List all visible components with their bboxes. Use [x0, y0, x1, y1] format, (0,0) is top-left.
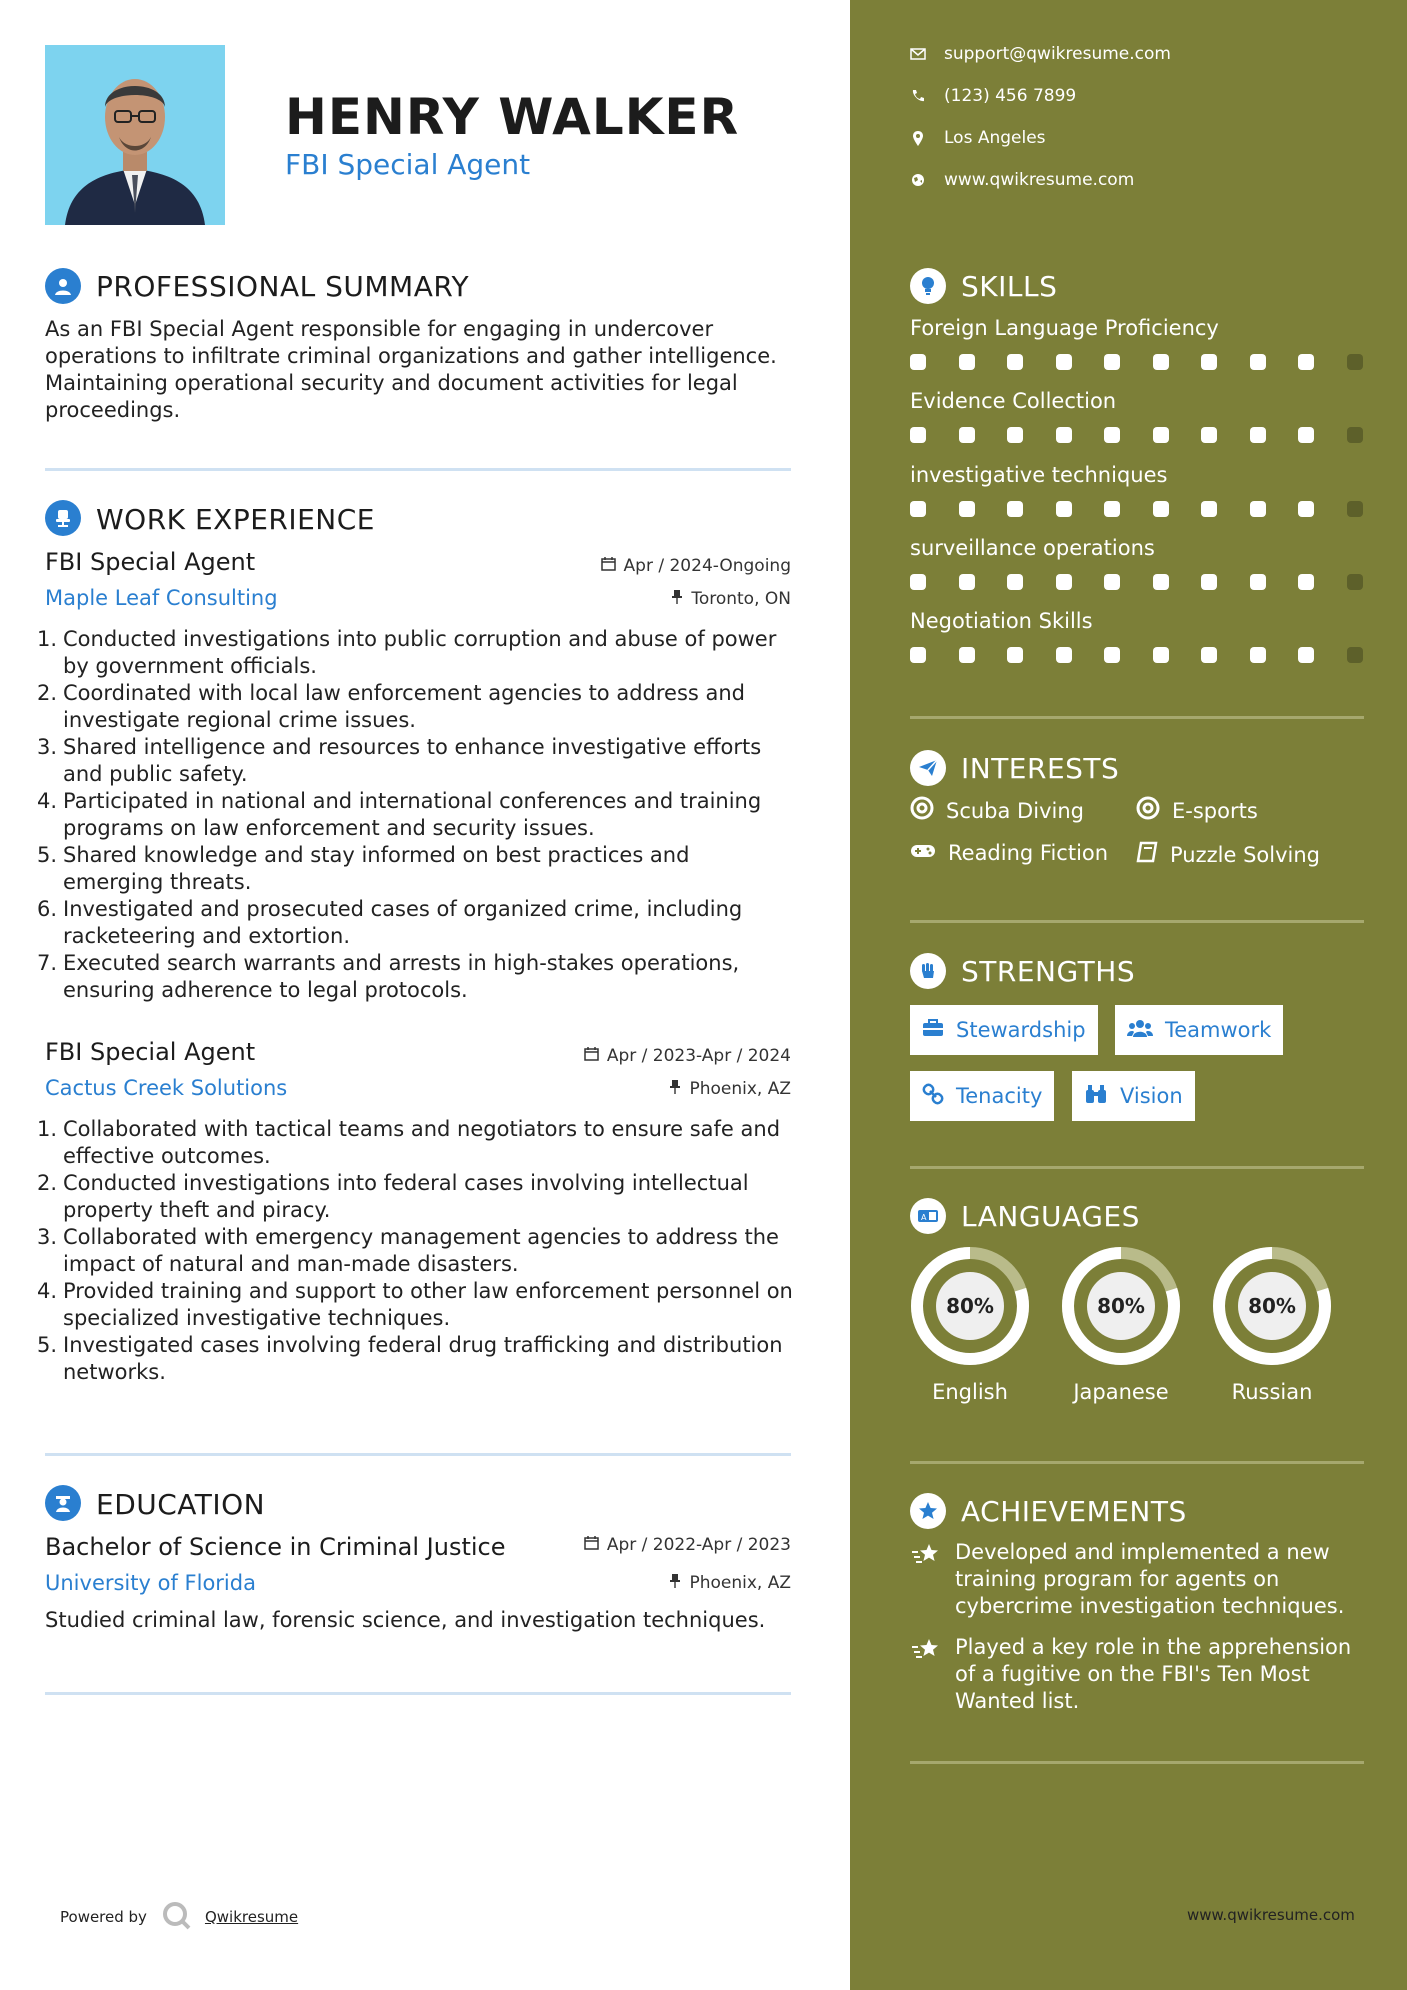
rating-dot-empty [1347, 354, 1363, 370]
sidebar-divider [910, 1461, 1364, 1464]
job-dates [450, 556, 791, 576]
skill-rating [910, 647, 1364, 665]
brand-link[interactable]: Qwikresume [204, 1908, 299, 1926]
job-location [450, 589, 791, 609]
list-line: Conducted investigations into federal cases involving intellectual [63, 1171, 749, 1195]
language-name: Japanese [1073, 1380, 1169, 1404]
rating-dot-filled [1153, 354, 1169, 370]
rating-dot-filled [1056, 354, 1072, 370]
strength-label: Teamwork [1165, 1018, 1272, 1042]
interest-item [910, 841, 1108, 865]
section-divider [45, 1692, 791, 1695]
rating-dot-filled [1056, 427, 1072, 443]
job-dates-text: Apr / 2024-Ongoing [623, 556, 791, 576]
achievement-item [955, 1539, 1365, 1620]
languages-heading: LANGUAGES [961, 1200, 1140, 1233]
rating-dot-filled [1153, 574, 1169, 590]
list-number: 5. [37, 1333, 58, 1357]
language-ring [909, 1245, 1031, 1367]
life-ring-icon [910, 796, 934, 825]
list-number: 3. [37, 1225, 58, 1249]
rating-dot-filled [959, 501, 975, 517]
contact-website-text: www.qwikresume.com [944, 170, 1135, 190]
interest-label: Reading Fiction [948, 841, 1109, 865]
briefcase-chair-icon [45, 500, 81, 536]
list-item [37, 788, 805, 842]
achievement-line: of a fugitive on the FBI's Ten Most [955, 1662, 1310, 1686]
skill-name: Evidence Collection [910, 389, 1117, 413]
degree-title: Bachelor of Science in Criminal Justice [45, 1533, 506, 1561]
calendar-icon [601, 556, 616, 576]
rating-dot-filled [1201, 427, 1217, 443]
rating-dot-filled [1153, 647, 1169, 663]
language-percent: 80% [1097, 1294, 1145, 1318]
achievement-line: Developed and implemented a new [955, 1540, 1330, 1564]
section-divider [45, 468, 791, 471]
list-line: Participated in national and international conferences and training [63, 789, 762, 813]
language-percent: 80% [946, 1294, 994, 1318]
rating-dot-filled [1056, 647, 1072, 663]
profile-photo [45, 45, 225, 225]
job-dates-text: Apr / 2023-Apr / 2024 [606, 1046, 791, 1066]
list-item [37, 626, 805, 680]
strength-label: Vision [1120, 1084, 1183, 1108]
list-number: 4. [37, 1279, 58, 1303]
star-badge-icon [910, 1493, 946, 1529]
list-item [37, 842, 805, 896]
list-line: impact of natural and man-made disasters. [63, 1252, 519, 1276]
svg-text:A: A [921, 1213, 927, 1222]
rating-dot-filled [1298, 354, 1314, 370]
job-location [450, 1079, 791, 1099]
rating-dot-filled [959, 427, 975, 443]
briefcase-icon [922, 1018, 944, 1042]
interests-heading: INTERESTS [961, 752, 1120, 785]
footer-website[interactable]: www.qwikresume.com [1187, 1906, 1355, 1924]
rating-dot-filled [1201, 501, 1217, 517]
rating-dot-filled [1056, 574, 1072, 590]
list-item [37, 950, 805, 1004]
rating-dot-filled [910, 574, 926, 590]
skill-rating [910, 427, 1364, 445]
list-number: 7. [37, 951, 58, 975]
list-line: specialized investigative techniques. [63, 1306, 451, 1330]
sidebar-divider [910, 1761, 1364, 1764]
book-icon [1136, 841, 1158, 868]
summary-line: Maintaining operational security and document activities for legal [45, 371, 738, 395]
candidate-title: FBI Special Agent [285, 148, 531, 181]
skills-heading: SKILLS [961, 270, 1058, 303]
list-line: racketeering and extortion. [63, 924, 351, 948]
achievement-item [955, 1634, 1365, 1715]
language-name: English [932, 1380, 1008, 1404]
rating-dot-filled [1298, 574, 1314, 590]
strength-label: Stewardship [956, 1018, 1086, 1042]
language-name: Russian [1231, 1380, 1313, 1404]
list-item [37, 680, 805, 734]
powered-by [60, 1900, 298, 1934]
skill-name: Negotiation Skills [910, 609, 1093, 633]
calendar-icon [584, 1535, 599, 1555]
rating-dot-filled [959, 647, 975, 663]
strength-chip [910, 1005, 1098, 1055]
rating-dot-filled [1201, 354, 1217, 370]
rating-dot-filled [1104, 647, 1120, 663]
achievements-heading: ACHIEVEMENTS [961, 1495, 1187, 1528]
rating-dot-filled [1007, 574, 1023, 590]
list-line: Conducted investigations into public corruption and abuse of power [63, 627, 777, 651]
rating-dot-empty [1347, 647, 1363, 663]
contact-email-text: support@qwikresume.com [944, 44, 1171, 64]
translate-icon [910, 1198, 946, 1234]
candidate-name: HENRY WALKER [285, 88, 740, 146]
fist-icon [910, 953, 946, 989]
rating-dot-filled [959, 354, 975, 370]
list-line: Collaborated with emergency management agencies to address the [63, 1225, 779, 1249]
list-line: programs on law enforcement and security issues. [63, 816, 595, 840]
language-percent: 80% [1248, 1294, 1296, 1318]
contact-phone-text: (123) 456 7899 [944, 86, 1077, 106]
list-line: emerging threats. [63, 870, 252, 894]
list-number: 1. [37, 627, 58, 651]
binoculars-icon [1084, 1084, 1108, 1109]
rating-dot-filled [1250, 647, 1266, 663]
list-line: Collaborated with tactical teams and negotiators to ensure safe and [63, 1117, 781, 1141]
achievement-line: cybercrime investigation techniques. [955, 1594, 1345, 1618]
section-divider [45, 1453, 791, 1456]
list-number: 2. [37, 1171, 58, 1195]
list-item [37, 896, 805, 950]
strength-label: Tenacity [956, 1084, 1043, 1108]
shooting-star-icon [910, 1541, 942, 1569]
list-item [37, 1224, 805, 1278]
achievement-line: training program for agents on [955, 1567, 1280, 1591]
lightbulb-icon [910, 268, 946, 304]
interest-item [1136, 796, 1258, 825]
job-company: Cactus Creek Solutions [45, 1076, 288, 1100]
contact-location-text: Los Angeles [944, 128, 1046, 148]
education-heading: EDUCATION [96, 1488, 266, 1521]
skill-rating [910, 501, 1364, 519]
users-icon [1127, 1018, 1153, 1042]
interest-label: Scuba Diving [946, 798, 1084, 823]
list-line: and public safety. [63, 762, 248, 786]
gamepad-icon [910, 841, 936, 865]
paper-plane-icon [910, 750, 946, 786]
sidebar-divider [910, 716, 1364, 719]
list-number: 6. [37, 897, 58, 921]
rating-dot-filled [1007, 354, 1023, 370]
education-dates [450, 1535, 791, 1555]
list-item [37, 734, 805, 788]
list-line: effective outcomes. [63, 1144, 271, 1168]
interest-label: E-sports [1172, 798, 1258, 823]
list-line: networks. [63, 1360, 166, 1384]
shooting-star-icon [910, 1636, 942, 1664]
rating-dot-filled [1298, 647, 1314, 663]
job-location-text: Phoenix, AZ [689, 1079, 791, 1099]
rating-dot-filled [1153, 501, 1169, 517]
rating-dot-filled [1007, 427, 1023, 443]
school-name: University of Florida [45, 1571, 256, 1595]
strength-chip [910, 1071, 1054, 1121]
rating-dot-filled [959, 574, 975, 590]
list-number: 1. [37, 1117, 58, 1141]
skill-name: surveillance operations [910, 536, 1155, 560]
interest-item [910, 796, 1084, 825]
interest-item [1136, 841, 1320, 868]
list-item [37, 1116, 805, 1170]
rating-dot-empty [1347, 501, 1363, 517]
calendar-icon [584, 1046, 599, 1066]
user-icon [45, 268, 81, 304]
list-item [37, 1332, 805, 1386]
sidebar-divider [910, 920, 1364, 923]
list-line: investigate regional crime issues. [63, 708, 416, 732]
rating-dot-filled [1104, 427, 1120, 443]
list-line: property theft and piracy. [63, 1198, 331, 1222]
achievement-line: Played a key role in the apprehension [955, 1635, 1352, 1659]
sidebar-divider [910, 1166, 1364, 1169]
rating-dot-filled [1007, 647, 1023, 663]
list-line: by government officials. [63, 654, 317, 678]
education-dates-text: Apr / 2022-Apr / 2023 [606, 1535, 791, 1555]
envelope-icon [910, 46, 926, 62]
job-company: Maple Leaf Consulting [45, 586, 278, 610]
list-number: 5. [37, 843, 58, 867]
language-ring [1060, 1245, 1182, 1367]
pin-icon [669, 1079, 681, 1099]
map-marker-icon [910, 130, 926, 146]
pin-icon [669, 1573, 681, 1593]
rating-dot-filled [1298, 427, 1314, 443]
summary-text [45, 316, 805, 424]
skill-rating [910, 354, 1364, 372]
list-line: Investigated and prosecuted cases of organized crime, including [63, 897, 743, 921]
phone-icon [910, 88, 926, 104]
summary-line: operations to infiltrate criminal organizations and gather intelligence. [45, 344, 777, 368]
rating-dot-empty [1347, 574, 1363, 590]
list-item [37, 1170, 805, 1224]
achievement-line: Wanted list. [955, 1689, 1080, 1713]
list-line: Executed search warrants and arrests in high-stakes operations, [63, 951, 740, 975]
skill-name: investigative techniques [910, 463, 1168, 487]
list-line: ensuring adherence to legal protocols. [63, 978, 468, 1002]
rating-dot-filled [1250, 427, 1266, 443]
rating-dot-filled [1201, 574, 1217, 590]
life-ring-icon [1136, 796, 1160, 825]
job-role: FBI Special Agent [45, 548, 256, 576]
rating-dot-filled [1056, 501, 1072, 517]
rating-dot-filled [1153, 427, 1169, 443]
education-description: Studied criminal law, forensic science, and investigation techniques. [45, 1608, 766, 1632]
summary-line: As an FBI Special Agent responsible for engaging in undercover [45, 317, 714, 341]
rating-dot-filled [910, 354, 926, 370]
rating-dot-filled [1250, 574, 1266, 590]
graduate-icon [45, 1485, 81, 1521]
contact-email[interactable] [910, 44, 1171, 64]
list-number: 4. [37, 789, 58, 813]
education-location [450, 1573, 791, 1593]
strengths-heading: STRENGTHS [961, 955, 1136, 988]
skill-rating [910, 574, 1364, 592]
rating-dot-filled [1104, 354, 1120, 370]
rating-dot-filled [1104, 501, 1120, 517]
globe-icon [910, 172, 926, 188]
list-item [37, 1278, 805, 1332]
list-line: Provided training and support to other law enforcement personnel on [63, 1279, 793, 1303]
contact-location [910, 128, 1046, 148]
job-duties [37, 1116, 805, 1386]
rating-dot-filled [1104, 574, 1120, 590]
contact-phone[interactable] [910, 86, 1076, 106]
list-number: 3. [37, 735, 58, 759]
list-line: Shared knowledge and stay informed on best practices and [63, 843, 690, 867]
language-ring [1211, 1245, 1333, 1367]
rating-dot-empty [1347, 427, 1363, 443]
contact-website[interactable] [910, 170, 1134, 190]
job-location-text: Toronto, ON [691, 589, 791, 609]
list-line: Shared intelligence and resources to enhance investigative efforts [63, 735, 762, 759]
summary-line: proceedings. [45, 398, 181, 422]
work-heading: WORK EXPERIENCE [96, 503, 375, 536]
rating-dot-filled [1007, 501, 1023, 517]
list-line: Investigated cases involving federal drug trafficking and distribution [63, 1333, 783, 1357]
strength-chip [1072, 1071, 1195, 1121]
powered-by-label: Powered by [60, 1908, 147, 1926]
job-role: FBI Special Agent [45, 1038, 256, 1066]
summary-heading: PROFESSIONAL SUMMARY [96, 270, 470, 303]
rating-dot-filled [1250, 501, 1266, 517]
list-line: Coordinated with local law enforcement agencies to address and [63, 681, 746, 705]
skill-name: Foreign Language Proficiency [910, 316, 1219, 340]
qwikresume-logo-icon [161, 1900, 191, 1934]
strength-chip [1115, 1005, 1283, 1055]
job-duties [37, 626, 805, 1004]
interest-label: Puzzle Solving [1170, 842, 1320, 867]
rating-dot-filled [910, 647, 926, 663]
rating-dot-filled [1298, 501, 1314, 517]
education-location-text: Phoenix, AZ [689, 1573, 791, 1593]
rating-dot-filled [1250, 354, 1266, 370]
job-dates [450, 1046, 791, 1066]
pin-icon [671, 589, 683, 609]
link-icon [922, 1083, 944, 1110]
rating-dot-filled [910, 427, 926, 443]
rating-dot-filled [1201, 647, 1217, 663]
rating-dot-filled [910, 501, 926, 517]
list-number: 2. [37, 681, 58, 705]
